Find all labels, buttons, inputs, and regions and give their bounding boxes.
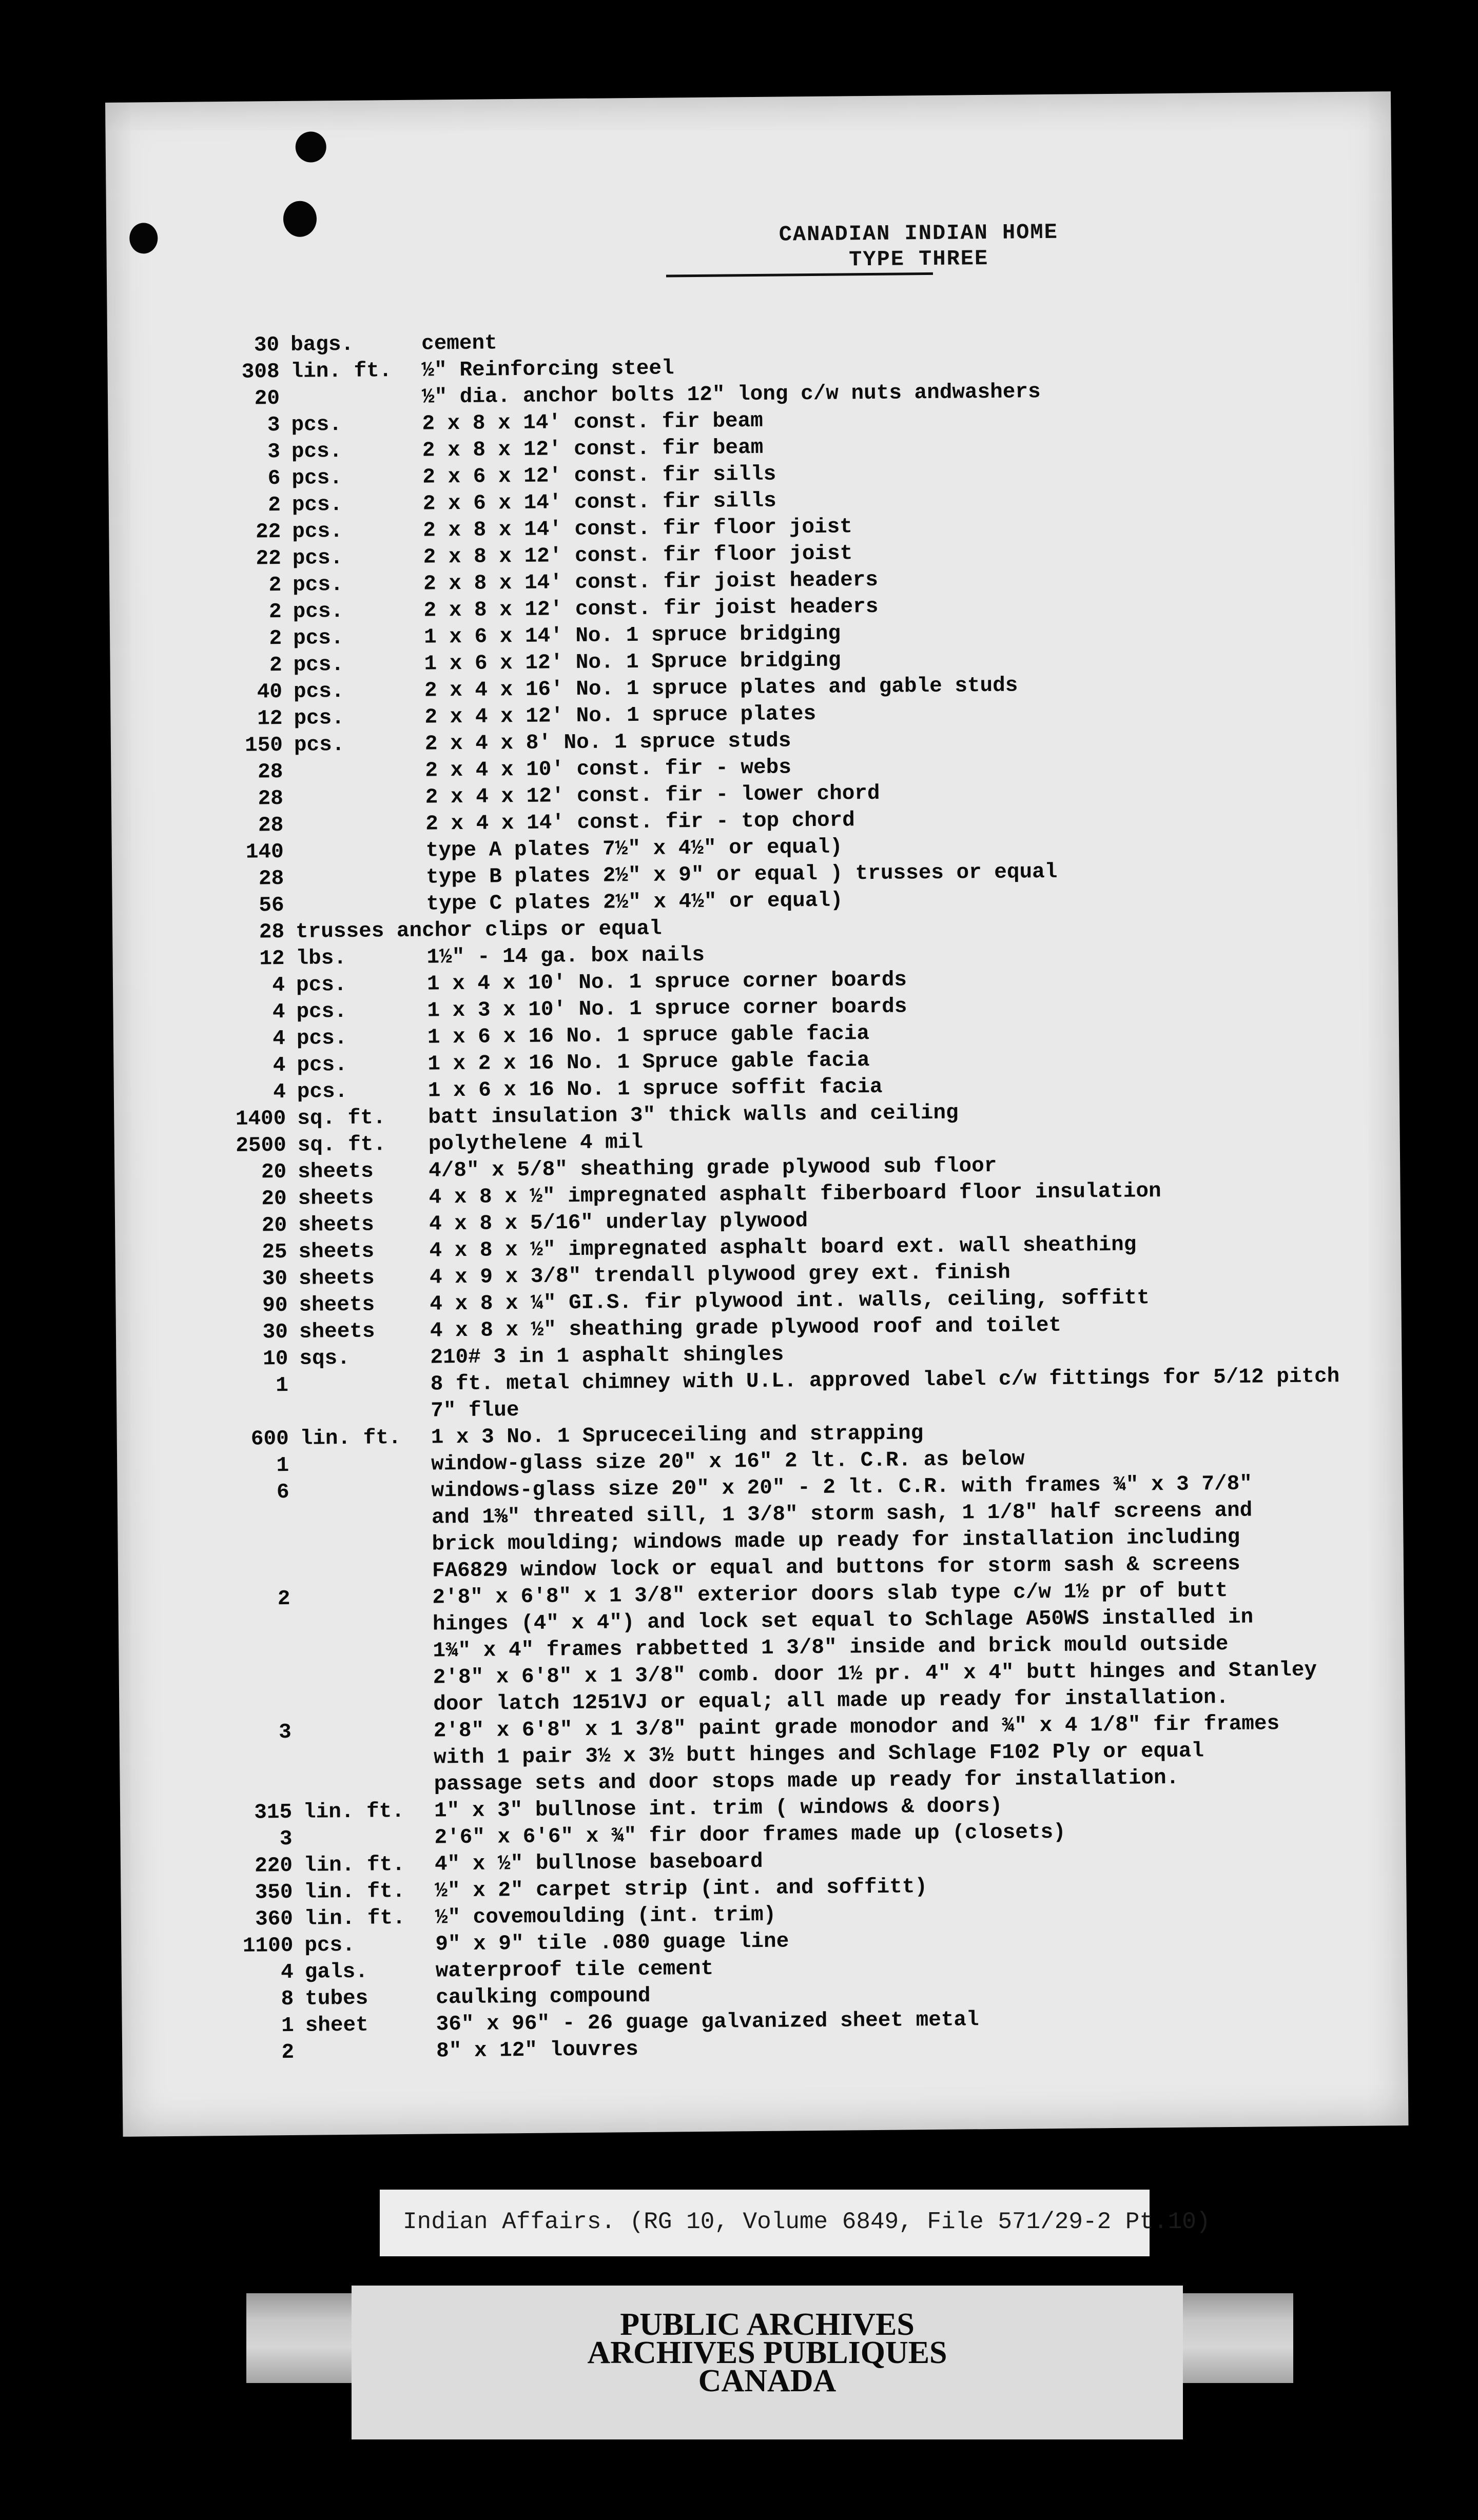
material-description-line: 8" x 12" louvres — [436, 2038, 639, 2063]
material-unit: pcs. — [293, 653, 344, 677]
material-description-line: 1¾" x 4" frames rabbetted 1 3/8" inside and brick mould outside — [433, 1632, 1229, 1663]
material-description-line: 2 x 4 x 8' No. 1 spruce studs — [424, 729, 791, 756]
material-description-line: brick moulding; windows made up ready for installation including — [432, 1525, 1240, 1557]
material-row — [185, 1576, 1382, 1720]
material-description-line: 4" x ½" bullnose baseboard — [434, 1849, 763, 1877]
material-description-line: waterproof tile cement — [435, 1957, 714, 1983]
material-unit: sqs. — [299, 1346, 351, 1371]
material-description — [427, 1020, 870, 1051]
material-unit: bags. — [290, 332, 354, 357]
material-unit: lin. ft. — [300, 1426, 401, 1451]
material-quantity: 2 — [277, 1587, 290, 1611]
material-quantity: 220 — [254, 1854, 293, 1878]
material-description-line: 8 ft. metal chimney with U.L. approved label c/w fittings for 5/12 pitch — [430, 1365, 1340, 1396]
material-description — [435, 1848, 763, 1878]
material-description-line: 2 x 6 x 12' const. fir sills — [422, 462, 776, 489]
material-description-line: 2 x 4 x 12' const. fir - lower chord — [425, 781, 880, 810]
material-description — [425, 727, 791, 757]
archive-stamp-line-1: PUBLIC ARCHIVES — [620, 2307, 915, 2342]
material-row — [186, 1709, 1383, 1800]
material-quantity: 1 — [281, 2014, 294, 2038]
material-description-line: 9" x 9" tile .080 guage line — [435, 1930, 789, 1957]
material-description-line: hinges (4" x 4") and lock set equal to Schlage A50WS installed in — [432, 1605, 1254, 1637]
material-unit: pcs. — [292, 519, 343, 544]
material-unit: pcs. — [293, 599, 344, 624]
material-quantity: 40 — [257, 680, 283, 704]
material-unit: sheets — [298, 1159, 374, 1184]
material-quantity: 1 — [276, 1453, 289, 1478]
material-quantity: 25 — [262, 1240, 287, 1265]
material-description — [436, 2006, 979, 2038]
document-title: CANADIAN INDIAN HOME — [779, 220, 1059, 247]
material-description-line: 2 x 4 x 14' const. fir - top chord — [425, 809, 855, 836]
material-description — [423, 594, 878, 624]
material-unit: pcs. — [296, 973, 347, 997]
material-description — [422, 435, 764, 464]
material-unit: sheets — [298, 1266, 375, 1291]
material-description — [431, 1420, 924, 1451]
material-unit: pcs. — [294, 733, 345, 757]
material-unit: pcs. — [304, 1933, 355, 1958]
materials-list — [174, 323, 1385, 2067]
material-description — [424, 647, 841, 678]
reference-label-text: Indian Affairs. (RG 10, Volume 6849, File 571/29-2 Pt.10) — [403, 2209, 1211, 2235]
material-quantity: 8 — [281, 1987, 294, 2012]
material-description-line: 1 x 6 x 12' No. 1 Spruce bridging — [424, 648, 841, 676]
material-description-line: ½" x 2" carpet strip (int. and soffitt) — [435, 1875, 928, 1903]
material-quantity: 2 — [269, 627, 282, 651]
material-description-line: ½" dia. anchor bolts 12" long c/w nuts andwashers — [421, 380, 1041, 409]
material-description-line: 2 x 8 x 14' const. fir joist headers — [423, 568, 879, 596]
material-unit: lin. ft. — [303, 1800, 405, 1824]
material-description — [428, 1100, 959, 1131]
material-row — [183, 1363, 1379, 1426]
material-description — [436, 1956, 714, 1985]
material-description-line: 1 x 4 x 10' No. 1 spruce corner boards — [426, 968, 907, 996]
material-description — [429, 1153, 997, 1185]
material-unit: sheets — [298, 1239, 375, 1264]
material-quantity: 3 — [278, 1720, 291, 1745]
material-description — [426, 888, 843, 918]
material-quantity: 1400 — [235, 1107, 286, 1131]
material-description-line: type C plates 2½" x 4½" or equal) — [426, 889, 843, 916]
material-description-line: windows-glass size 20" x 20" - 2 lt. C.R. with frames ¾" x 3 7/8" — [431, 1472, 1253, 1503]
material-row — [184, 1469, 1380, 1586]
material-unit: pcs. — [291, 413, 342, 437]
material-description — [423, 567, 878, 598]
material-description-line: 1 x 6 x 16 No. 1 spruce soffit facia — [427, 1075, 883, 1103]
material-description — [425, 780, 880, 811]
material-description — [434, 1710, 1280, 1798]
material-description-line: 1" x 3" bullnose int. trim ( windows & doors) — [434, 1794, 1003, 1823]
material-quantity: 30 — [254, 333, 280, 358]
material-description-line: 2 x 4 x 10' const. fir - webs — [425, 756, 792, 783]
material-description-line: and 1⅜" threated sill, 1 3/8" storm sash, 1 1/8" half screens and — [431, 1499, 1253, 1530]
material-unit: sheets — [299, 1320, 375, 1344]
material-quantity: 56 — [259, 894, 284, 918]
material-description-line: 2 x 8 x 14' const. fir floor joist — [423, 515, 853, 543]
material-description-line: 7" flue — [431, 1399, 519, 1423]
material-description-line: type A plates 7½" x 4½" or equal) — [425, 835, 843, 863]
material-quantity: 28 — [258, 814, 284, 838]
material-description-line: polythelene 4 mil — [428, 1130, 644, 1156]
material-description-line: 4 x 8 x 5/16" underlay plywood — [429, 1209, 808, 1236]
material-quantity: 350 — [255, 1880, 293, 1905]
material-quantity: 4 — [272, 1000, 285, 1025]
material-unit: lin. ft. — [290, 359, 392, 384]
material-unit: gals. — [304, 1960, 368, 1984]
material-unit: pcs. — [294, 706, 345, 731]
material-unit: pcs. — [292, 546, 343, 570]
material-description — [426, 942, 705, 971]
material-unit: sheets — [298, 1213, 374, 1237]
material-description-line: passage sets and door stops made up ready for installation. — [434, 1766, 1179, 1797]
material-description-line: caulking compound — [436, 1984, 651, 2010]
material-quantity: 2 — [281, 2040, 295, 2065]
material-quantity: 28 — [259, 920, 285, 944]
material-quantity: 12 — [259, 947, 285, 971]
material-description — [429, 1129, 644, 1158]
material-description-line: 2 x 4 x 16' No. 1 spruce plates and gable studs — [424, 674, 1018, 703]
material-unit: lbs. — [296, 946, 347, 971]
material-description — [424, 673, 1018, 704]
material-quantity: 90 — [262, 1293, 288, 1318]
document-page — [105, 91, 1409, 2137]
material-description-line: FA6829 window lock or equal and buttons for storm sash & screens — [432, 1552, 1240, 1583]
material-description-line: window-glass size 20" x 16" 2 lt. C.R. as below — [431, 1447, 1025, 1476]
material-description-line: 2 x 8 x 14' const. fir beam — [422, 409, 763, 436]
material-quantity: 12 — [257, 707, 283, 731]
document-subtitle: TYPE THREE — [848, 246, 989, 272]
material-description-line: 1 x 6 x 16 No. 1 spruce gable facia — [427, 1022, 870, 1050]
material-description — [434, 1819, 1066, 1852]
material-quantity: 3 — [279, 1827, 293, 1852]
material-description-line: cement — [421, 331, 497, 356]
material-description — [436, 2036, 638, 2064]
material-description — [432, 1577, 1317, 1718]
material-unit: trusses anchor clips or equal — [295, 917, 662, 944]
material-quantity: 3 — [267, 440, 281, 464]
material-unit: pcs. — [291, 440, 342, 464]
material-unit: sq. ft. — [297, 1106, 386, 1131]
material-unit: sheet — [305, 2013, 368, 2038]
material-description-line: 2 x 6 x 14' const. fir sills — [422, 489, 776, 516]
material-quantity: 20 — [254, 387, 280, 411]
material-description — [427, 967, 907, 997]
material-quantity: 4 — [272, 974, 285, 998]
material-description-line: 2'8" x 6'8" x 1 3/8" paint grade monodor and ¾" x 4 1/8" fir frames — [433, 1712, 1280, 1743]
material-description-line: 4 x 8 x ½" impregnated asphalt fiberboard floor insulation — [429, 1179, 1161, 1210]
material-quantity: 10 — [262, 1347, 288, 1371]
material-description-line: 2 x 8 x 12' const. fir floor joist — [423, 542, 853, 569]
material-description-line: batt insulation 3" thick walls and ceiling — [428, 1101, 959, 1130]
material-unit: pcs. — [297, 1079, 348, 1104]
material-quantity: 600 — [250, 1427, 289, 1451]
material-quantity: 2500 — [236, 1134, 286, 1158]
material-description — [427, 1047, 870, 1078]
material-unit: pcs. — [291, 493, 343, 517]
material-description-line: ½" Reinforcing steel — [421, 357, 674, 383]
material-description — [435, 1874, 927, 1904]
material-description — [425, 754, 791, 784]
material-unit: pcs. — [293, 626, 344, 651]
material-quantity: 28 — [258, 867, 284, 891]
material-description-line: 1½" - 14 ga. box nails — [426, 943, 705, 970]
material-quantity: 315 — [254, 1800, 293, 1825]
material-description — [426, 834, 843, 864]
material-quantity: 140 — [245, 840, 284, 864]
material-quantity: 360 — [255, 1907, 294, 1932]
material-quantity: 22 — [256, 547, 281, 571]
material-description — [430, 1312, 1062, 1345]
material-description-line: type B plates 2½" x 9" or equal ) trusses or equal — [426, 860, 1058, 890]
material-unit: tubes — [305, 1986, 368, 2011]
material-description-line: 2 x 8 x 12' const. fir beam — [422, 436, 764, 463]
material-description — [422, 461, 776, 491]
material-description-line: 2'8" x 6'8" x 1 3/8" exterior doors slab type c/w 1½ pr of butt — [432, 1579, 1228, 1610]
material-quantity: 28 — [257, 760, 283, 784]
material-quantity: 2 — [268, 574, 282, 598]
material-description — [435, 1928, 789, 1958]
material-quantity: 6 — [276, 1480, 289, 1505]
material-unit: pcs. — [293, 573, 343, 597]
material-quantity: 4 — [273, 1027, 286, 1051]
material-description-line: 4 x 8 x ½" sheathing grade plywood roof and toilet — [430, 1313, 1062, 1343]
material-quantity: 4 — [281, 1960, 294, 1985]
material-description — [428, 1074, 883, 1105]
material-unit: lin. ft. — [304, 1880, 405, 1904]
material-description-line: 210# 3 in 1 asphalt shingles — [430, 1343, 784, 1370]
material-quantity: 308 — [241, 360, 280, 384]
material-unit: lin. ft. — [303, 1853, 405, 1878]
material-description — [430, 1342, 784, 1371]
material-quantity: 2 — [268, 600, 282, 624]
material-description-line: ½" covemoulding (int. trim) — [435, 1903, 776, 1930]
material-quantity: 30 — [262, 1267, 288, 1291]
material-description — [424, 701, 816, 731]
archive-stamp-line-3: CANADA — [698, 2364, 837, 2398]
material-description-line: 1 x 3 x 10' No. 1 spruce corner boards — [427, 995, 907, 1023]
material-description-line: 4 x 8 x ½" impregnated asphalt board ext. wall sheathing — [429, 1233, 1137, 1263]
material-unit: pcs. — [296, 999, 347, 1024]
material-description-line: door latch 1251VJ or equal; all made up ready for installation. — [433, 1686, 1229, 1717]
material-description — [427, 993, 907, 1024]
material-quantity: 30 — [262, 1320, 288, 1345]
material-description — [423, 514, 852, 544]
material-quantity: 2 — [269, 654, 282, 678]
material-description — [435, 1902, 776, 1932]
material-description-line: 1 x 2 x 16 No. 1 Spruce gable facia — [427, 1049, 870, 1076]
material-description-line: 1 x 6 x 14' No. 1 spruce bridging — [423, 622, 841, 649]
material-description — [421, 330, 497, 357]
material-description-line: 4 x 8 x ¼" GI.S. fir plywood int. walls, ceiling, soffitt — [430, 1286, 1150, 1316]
punch-hole — [296, 131, 327, 163]
material-quantity: 22 — [255, 520, 281, 544]
material-unit: pcs. — [293, 679, 344, 704]
material-description — [423, 488, 776, 518]
material-description-line: 4/8" x 5/8" sheathing grade plywood sub floor — [428, 1154, 997, 1183]
punch-hole — [129, 223, 158, 253]
material-unit: pcs. — [291, 466, 343, 490]
material-description — [431, 1363, 1340, 1424]
material-quantity: 4 — [273, 1080, 286, 1105]
material-quantity: 3 — [267, 414, 280, 438]
material-unit: pcs. — [297, 1053, 348, 1077]
material-unit: lin. ft. — [304, 1906, 405, 1931]
material-description — [436, 1983, 651, 2012]
material-quantity: 20 — [261, 1160, 287, 1185]
material-unit: sheets — [298, 1186, 374, 1211]
material-description-line: 1 x 3 No. 1 Spruceceiling and strapping — [431, 1422, 924, 1450]
material-description-line: 2 x 8 x 12' const. fir joist headers — [423, 595, 879, 623]
material-description-line: 2 x 4 x 12' No. 1 spruce plates — [424, 702, 816, 730]
material-description-line: 36" x 96" - 26 guage galvanized sheet metal — [436, 2008, 979, 2037]
material-quantity: 4 — [273, 1054, 286, 1078]
material-unit: pcs. — [296, 1026, 347, 1051]
material-description — [434, 1793, 1003, 1825]
material-description — [431, 1471, 1253, 1585]
archive-stamp-line-2: ARCHIVES PUBLIQUES — [587, 2335, 947, 2370]
material-quantity: 1 — [276, 1373, 289, 1398]
material-description-line: with 1 pair 3½ x 3½ butt hinges and Schlage F102 Ply or equal — [433, 1739, 1204, 1770]
material-description — [422, 379, 1041, 411]
material-description — [429, 1208, 808, 1237]
material-description-line: 4 x 9 x 3/8" trendall plywood grey ext. finish — [429, 1261, 1010, 1290]
material-unit: sheets — [299, 1293, 375, 1317]
material-quantity: 2 — [268, 494, 281, 518]
material-quantity: 28 — [258, 787, 284, 811]
material-description — [421, 355, 674, 384]
material-description — [423, 540, 853, 570]
material-unit: sq. ft. — [297, 1133, 386, 1157]
material-description — [424, 621, 841, 651]
material-quantity: 150 — [244, 734, 283, 758]
material-description-line: 2'8" x 6'8" x 1 3/8" comb. door 1½ pr. 4" x 4" butt hinges and Stanley — [433, 1658, 1317, 1690]
material-quantity: 6 — [267, 467, 281, 491]
material-quantity: 1100 — [242, 1934, 294, 1958]
material-description-line: 2'6" x 6'6" x ¾" fir door frames made up (closets) — [434, 1820, 1066, 1850]
material-quantity: 20 — [261, 1187, 287, 1211]
material-description — [425, 807, 855, 837]
material-description — [426, 859, 1058, 891]
material-quantity: 20 — [261, 1213, 287, 1238]
material-description — [422, 408, 763, 438]
